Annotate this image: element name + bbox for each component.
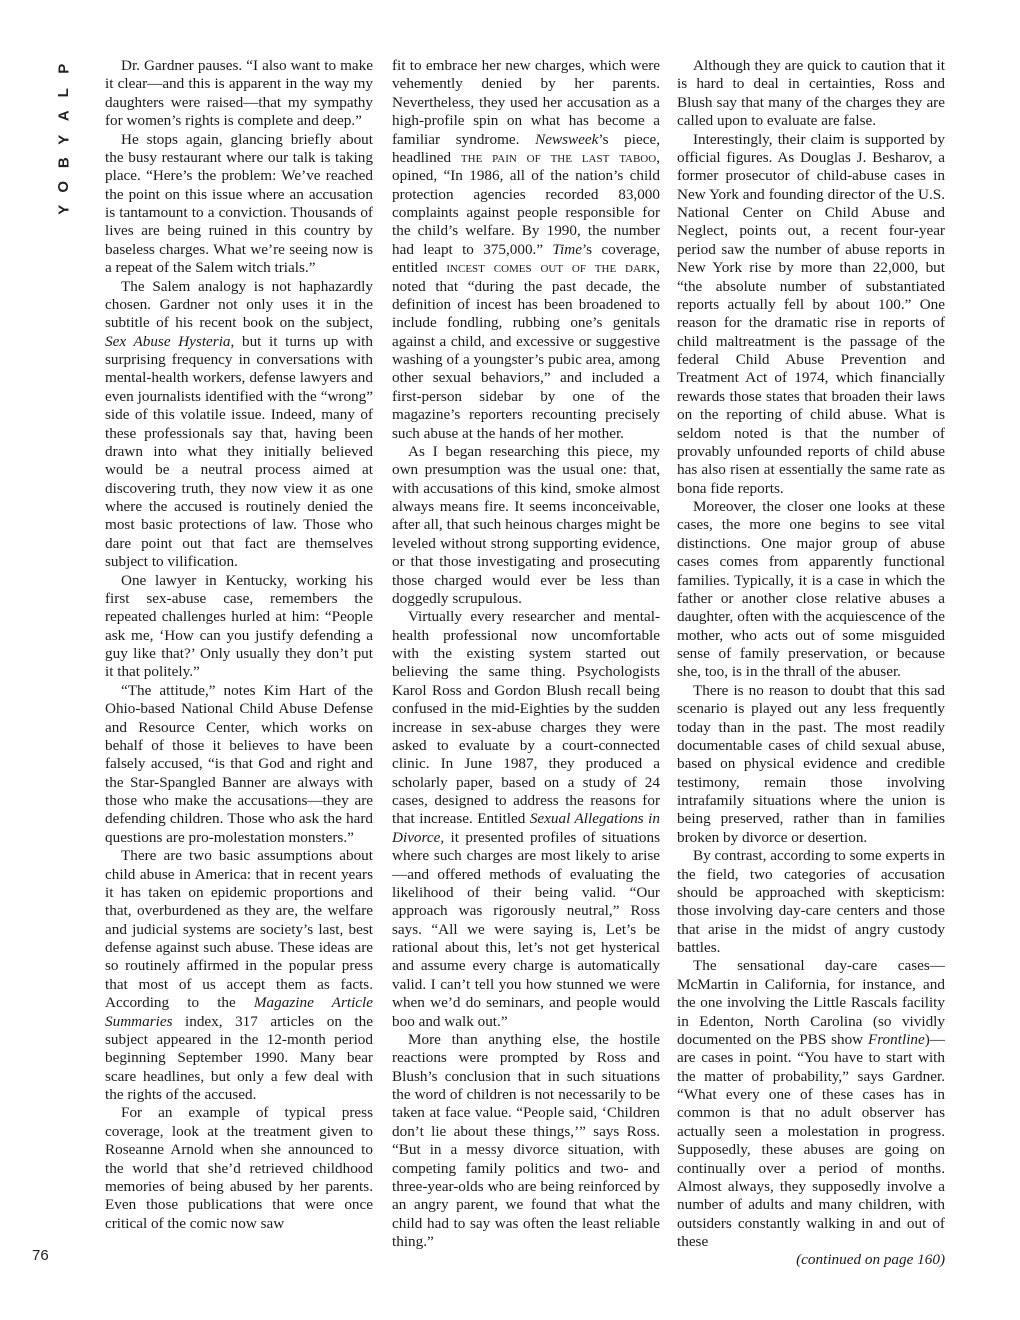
paragraph: “The attitude,” notes Kim Hart of the Ohio-based National Child Abuse Defense and Resource Center, which works on behalf of those it believes to have been falsely accused, “is that God and right and the Star-Spangled Banner are always with those who make the accusations—they are defending children. Those who ask the hard questions are pro-molestation monsters.” xyxy=(105,681,373,846)
paper-title: Sexual Allegations in Divorce xyxy=(392,810,660,846)
magazine-name: Time xyxy=(552,240,582,258)
paragraph: Although they are quick to caution that it is hard to deal in certainties, Ross and Blush say that many of the charges they are called upon to evaluate are false. xyxy=(677,57,945,130)
paragraph: One lawyer in Kentucky, working his first sex-abuse case, remembers the repeated challenges hurled at him: “People ask me, ‘How can you justify defending a guy like that?’ Only usually they don’t put it that politely.” xyxy=(105,571,373,681)
magazine-name: Newsweek xyxy=(535,130,599,148)
paragraph: More than anything else, the hostile reactions were prompted by Ross and Blush’s conclusion that in such situations the word of children is not necessarily to be taken at face value. “People said, ‘Children don’t lie about these things,’” says Ross. “But in a messy divorce situation, with competing family politics and two- and three-year-olds who are being reinforced by an angry parent, we found that what the child had to say was often the least reliable thing.” xyxy=(392,1030,660,1250)
paragraph: Virtually every researcher and mental-health professional now uncomfortable with the existing system started out believing the same thing. Psychologists Karol Ross and Gordon Blush recall being confused in the mid-Eighties by the sudden increase in sex-abuse charges they were asked to evaluate by a court-connected clinic. In June 1987, they produced a scholarly paper, based on a study of 24 cases, designed to address the reasons for that increase. Entitled Sexual Allegations in Divorce, it presented profiles of situations where such charges are most likely to arise—and offered methods of evaluating the likelihood of their being valid. “Our approach was rigorously neutral,” Ross says. “All we were saying is, Let’s be rational about this, let’s not get hysterical and assume every charge is automatically valid. I can’t tell you how stunned we were when we’d do seminars, and people would boo and walk out.” xyxy=(392,608,660,1030)
masthead-letter: Y xyxy=(55,204,73,215)
masthead-letter: O xyxy=(55,180,73,193)
paragraph: Moreover, the closer one looks at these cases, the more one begins to see vital distinctions. One major group of abuse cases comes from apparently functional families. Typically, it is a case in which the father or another close relative abuses a daughter, often with the acquiescence of the mother, who acts out of some misguided sense of family preservation, or because she, too, is in the thrall of the abuser. xyxy=(677,498,945,681)
article-column-3 xyxy=(677,57,945,1270)
index-title: Magazine Article Summaries xyxy=(105,994,373,1030)
article-column-1 xyxy=(105,57,373,1233)
paragraph: There are two basic assumptions about child abuse in America: that in recent years it has taken on epidemic proportions and that, overburdened as they are, the welfare and judicial systems are society’s last, best defense against such abuse. These ideas are so routinely affirmed in the popular press that most of us accept them as facts. According to the Magazine Article Summaries index, 317 articles on the subject appeared in the 12-month period beginning September 1990. Many bear scare headlines, but only a few deal with the rights of the accused. xyxy=(105,847,373,1103)
paragraph: Interestingly, their claim is supported by official figures. As Douglas J. Besharov, a former prosecutor of child-abuse cases in New York and founding director of the U.S. National Center on Child Abuse and Neglect, points out, a recent four-year period saw the number of abuse reports in New York rise by more than 22,000, but “the absolute number of substantiated reports actually fell by about 100.” One reason for the dramatic rise in reports of child maltreatment is the passage of the federal Child Abuse Prevention and Treatment Act of 1974, which financially rewards those states that broaden their laws on the reporting of child abuse. What is seldom noted is that the number of provably unfounded reports of child abuse has also risen at essentially the same rate as bona fide reports. xyxy=(677,130,945,497)
paragraph: The Salem analogy is not haphazardly chosen. Gardner not only uses it in the subtitle of his recent book on the subject, Sex Abuse Hysteria, but it turns up with surprising frequency in conversations with mental-health workers, defense lawyers and even journalists identified with the “wrong” side of this volatile issue. Indeed, many of these professionals say that, having been drawn into what they initially believed would be a neutral process aimed at discovering truth, they now view it as one where the accused is routinely denied the most basic protections of law. Those who dare point out that fact are themselves subject to vilification. xyxy=(105,277,373,571)
paragraph: Dr. Gardner pauses. “I also want to make it clear—and this is apparent in the way my daughters were raised—that my sympathy for women’s rights is complete and deep.” xyxy=(105,57,373,130)
playboy-masthead xyxy=(52,57,76,222)
masthead-letter: Y xyxy=(55,134,73,145)
article-column-2 xyxy=(392,57,660,1251)
paragraph: As I began researching this piece, my own presumption was the usual one: that, with accusations of this kind, smoke almost always means fire. It seems inconceivable, after all, that such heinous charges might be leveled without strong supporting evidence, or that those investigating and prosecuting those charged would ever be less than doggedly scrupulous. xyxy=(392,442,660,607)
paragraph: By contrast, according to some experts in the field, two categories of accusation should be approached with skepticism: those involving day-care centers and those that arise in the midst of angry custody battles. xyxy=(677,847,945,956)
paragraph: For an example of typical press coverage, look at the treatment given to Roseanne Arnold when she announced to the world that she’d retrieved childhood memories of being abused by her parents. Even those publications that were once critical of the comic now saw xyxy=(105,1104,373,1232)
masthead-letter: A xyxy=(55,110,73,122)
paragraph: fit to embrace her new charges, which were vehemently denied by her parents. Nevertheless, they used her accusation as a high-profile spin on what has become a familiar syndrome. Newsweek’s piece, headlined the pain of the last taboo, opined, “In 1986, all of the nation’s child protection agencies recorded 83,000 complaints against people responsible for the child’s welfare. By 1990, the number had leapt to 375,000.” Time’s coverage, entitled incest comes out of the dark, noted that “during the past decade, the definition of incest has been broadened to include fondling, rubbing one’s genitals against a child, and excessive or suggestive washing of a youngster’s pubic area, among other sexual behaviors,” and included a first-person sidebar by one of the magazine’s reporters recounting precisely such abuse at the hands of her mother. xyxy=(392,57,661,442)
paragraph: The sensational day-care cases—McMartin in California, for instance, and the one involving the Little Rascals facility in Edenton, North Carolina (so vividly documented on the PBS show Frontline)—are cases in point. “You have to start with the matter of probability,” says Gardner. “What every one of these cases has in common is that no adult observer has actually seen a molestation in progress. Supposedly, these abuses are going on continually over a period of months. Almost always, they supposedly involve a number of adults and many children, with outsiders constantly walking in and out of these xyxy=(677,957,945,1250)
masthead-letter: B xyxy=(55,157,73,169)
page-number: 76 xyxy=(32,1247,49,1264)
book-title: Sex Abuse Hysteria xyxy=(105,332,231,350)
show-name: Frontline xyxy=(867,1030,925,1048)
continued-note: (continued on page 160) xyxy=(796,1251,945,1269)
masthead-letter: L xyxy=(55,87,73,97)
headline: the pain of the last taboo xyxy=(460,148,657,166)
paragraph: He stops again, glancing briefly about the busy restaurant where our talk is taking place. “Here’s the problem: We’ve reached the point on this issue where an accusation is tantamount to a conviction. Thousands of lives are being ruined in this country by baseless charges. What we’re seeing now is a repeat of the Salem witch trials.” xyxy=(105,130,373,277)
headline: incest comes out of the dark xyxy=(446,259,657,277)
masthead-letter: P xyxy=(55,63,73,74)
paragraph: There is no reason to doubt that this sad scenario is played out any less frequently today than in the past. The most readily documentable cases of child sexual abuse, based on physical evidence and credible testimony, remain those involving intrafamily situations where the union is being preserved, rather than in families broken by divorce or desertion. xyxy=(677,681,945,846)
